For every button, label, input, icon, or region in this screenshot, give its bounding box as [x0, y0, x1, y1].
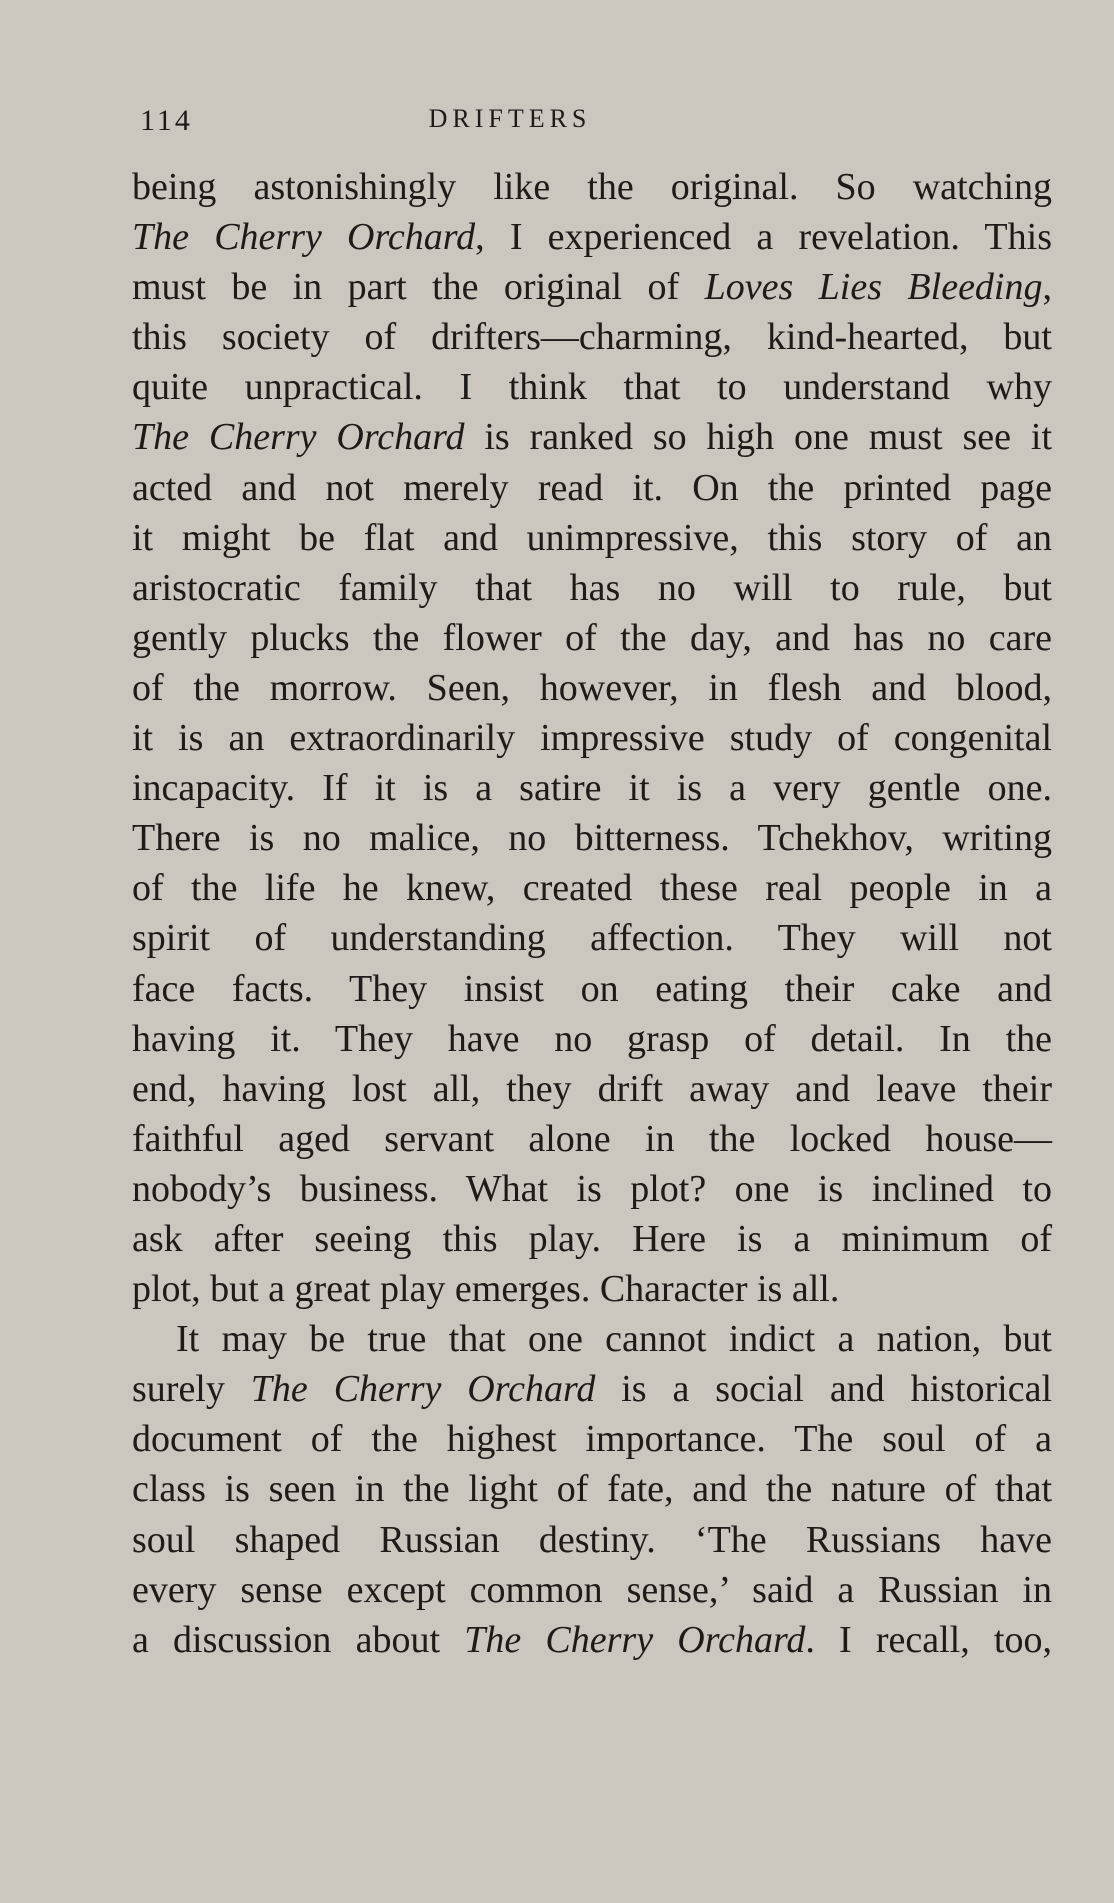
text-line: face facts. They insist on eating their cake and	[132, 967, 1052, 1010]
text-line: acted and not merely read it. On the printed page	[132, 466, 1052, 509]
italic-title: The Cherry Orchard	[464, 1618, 806, 1661]
text-line: class is seen in the light of fate, and the nature of that	[132, 1468, 1052, 1511]
text-line: must be in part the original of Loves Lies Bleeding,	[132, 266, 1052, 309]
text-line: spirit of understanding affection. They will not	[132, 917, 1052, 960]
italic-title: Loves Lies Bleeding	[704, 266, 1043, 309]
text-line: plot, but a great play emerges. Character is all.	[132, 1268, 840, 1311]
text-line: nobody’s business. What is plot? one is inclined to	[132, 1167, 1052, 1210]
running-title: DRIFTERS	[428, 104, 592, 133]
text-line: The Cherry Orchard is ranked so high one must see it	[132, 416, 1053, 459]
text-line: The Cherry Orchard, I experienced a revelation. This	[132, 216, 1052, 259]
text-line: There is no malice, no bitterness. Tchekhov, writing	[132, 817, 1052, 860]
text-line: gently plucks the flower of the day, and has no care	[132, 616, 1052, 659]
text-line: being astonishingly like the original. So watching	[132, 166, 1052, 208]
italic-title: The Cherry Orchard	[132, 416, 465, 459]
text-line: quite unpractical. I think that to understand why	[132, 366, 1052, 409]
text-line: this society of drifters—charming, kind-hearted, but	[132, 316, 1052, 359]
page-number: 114	[140, 104, 193, 137]
text-line: surely The Cherry Orchard is a social and historical	[132, 1368, 1052, 1411]
italic-title: The Cherry Orchard	[250, 1368, 596, 1411]
text-line: of the life he knew, created these real people in a	[132, 867, 1052, 910]
text-line: It may be true that one cannot indict a nation, but	[176, 1318, 1052, 1361]
italic-title: The Cherry Orchard	[132, 216, 476, 259]
text-line: aristocratic family that has no will to rule, but	[132, 566, 1052, 609]
text-line: document of the highest importance. The soul of a	[132, 1418, 1052, 1461]
text-line: it is an extraordinarily impressive study of congenital	[132, 717, 1052, 760]
text-line: a discussion about The Cherry Orchard. I recall, too,	[132, 1618, 1052, 1661]
text-line: having it. They have no grasp of detail. In the	[132, 1017, 1052, 1060]
text-line: of the morrow. Seen, however, in flesh and blood,	[132, 666, 1052, 709]
body-text	[132, 162, 1052, 1665]
text-line: incapacity. If it is a satire it is a very gentle one.	[132, 767, 1052, 810]
text-line: faithful aged servant alone in the locked house—	[132, 1117, 1052, 1160]
text-line: end, having lost all, they drift away and leave their	[132, 1067, 1052, 1110]
text-line: soul shaped Russian destiny. ‘The Russians have	[132, 1518, 1052, 1561]
page-header	[140, 104, 1052, 144]
text-line: ask after seeing this play. Here is a minimum of	[132, 1217, 1052, 1260]
text-line: every sense except common sense,’ said a Russian in	[132, 1568, 1052, 1611]
text-line: it might be flat and unimpressive, this story of an	[132, 516, 1052, 559]
